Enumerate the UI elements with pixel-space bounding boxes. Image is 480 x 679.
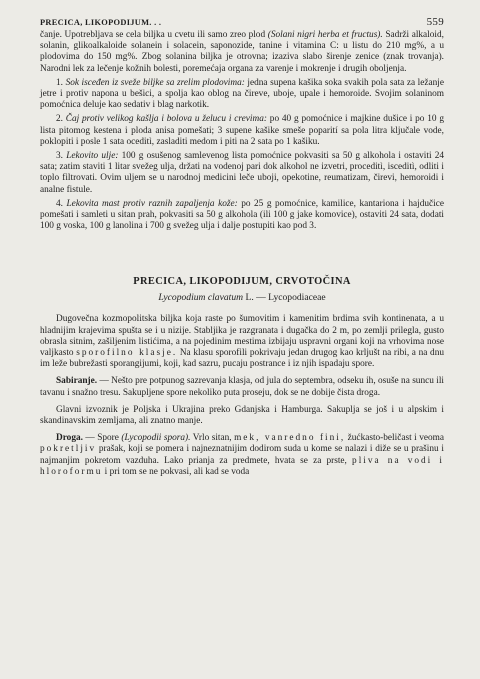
recipe-item: 4. Lekovita mast protiv raznih zapaljenja kože: po 25 g pomoćnice, kamilice, kantariona i hajdučice pomešati i samleti u sitan prah, pokvasiti sa 50 g alkohola (ili 100 g jake komovice), ostaviti 24 sata, dodati 100 g voska, 100 g lanolina i 700 g svežeg ulja i dalje postupiti kao pod 3. (40, 198, 444, 232)
running-title: PRECICA, LIKOPODIJUM. . . (40, 18, 162, 27)
intro-paragraph: čanje. Upotrebljava se cela biljka u cvetu ili samo zreo plod (Solani nigri herba et fructus). Sadrži alkaloid, solanin, glikoalkaloide solanein i solacein, saponozide, tanine i vitamina C: u listu do 210 mg%, a u plodovima do 150 mg%. Zbog solanina biljka je otrovna; izaziva slabo širenje zenice (znak trovanja). Narodni lek za lečenje kožnih bolesti, poremećaja organa za varenje i mokrenje i drugih oboljenja. (40, 30, 444, 74)
recipe-item: 1. Sok isceđen iz sveže biljke sa zrelim plodovima: jedna supena kašika soka svakih pola sata za ležanje jetre i protiv napona u bešici, a spolja kao oblog na čireve, uboje, upale i hemoroide. Svojim solaninom pomoćnica deluje kao sedativ i blag narkotik. (40, 77, 445, 111)
recipe-item: 2. Čaj protiv velikog kašlja i bolova u želucu i crevima: po 40 g pomoćnice i majkine dušice i po 10 g lista pitomog kestena i ploda anisa pomešati; 3 supene kašike smeše poparití sa pola litra ključale vode, poklopiti i posle 1 sata oceditì, zasladiti medom i piti na 2 sata po 1 kašiku. (40, 114, 445, 147)
drug-paragraph: Droga. — Spore (Lycopodii spora). Vrlo sitan, mek, vanredno fini, žućkasto-beličast i veoma pokretljiv prašak, koji se pomera i najneznatnijim dodirom suda u kome se nalazi i diže se u prašinu i najmanjim pokretom vazduha. Lako prianja za predmete, hvata se za prste, pliva na vodi i hloroformu i pri tom se ne pokvasi, ali kad se voda (40, 433, 444, 477)
section-subtitle: Lycopodium clavatum L. — Lycopodiaceae (158, 292, 326, 304)
page-number: 559 (426, 16, 444, 28)
exporters-paragraph: Glavni izvoznik je Poljska i Ukrajina preko Gdanjska i Hamburga. Sakuplja se još i u alpskim i skandinavskim zemljama, ali znatno manje. (40, 404, 444, 427)
description-paragraph: Dugovečna kozmopolitska biljka koja raste po šumovitim i kamenitim brdima svih kontinenata, a u hladnijim krajevima spušta se i u nizije. Stabljika je razgranata i dugačka do 2 m, po zemlji prilegla, gusto obrasla sitnim, zašiljenim listićima, a na pojedinim mestima izbijaju uspravni organi koji na vrhovima nose valjkasto sporofilno klasje. Na klasu sporofili pokrivaju jedan drugog kao krljušt na ribi, a na dnu im leže bubrežasti sporangijumi, koji, kad sazru, pucaju postrance i iz njih ispadaju spore. (40, 314, 445, 370)
harvest-paragraph: Sabiranje. — Nešto pre potpunog sazrevanja klasja, od jula do septembra, odseku ih, osuše na suncu ili tavanu i snažno tresu. Sakupljene spore nekoliko puta proseju, dok se ne dobije čista droga. (40, 376, 444, 398)
recipe-item: 3. Lekovito ulje: 100 g osušenog samlevenog lista pomoćnice pokvasiti sa 50 g alkohola i ostaviti 24 sata; zatim staviti 1 litar svežeg ulja, držati na vodenoj pari dok alkohol ne izvetri, proceditì, isceditì, odliti i toplo filtrovati. Ovim uljem se u narodnoj medicini leče uboji, opekotine, reumatizam, čirevi, hemoroidi i analne fistule. (40, 151, 445, 195)
section-title: PRECICA, LIKOPODIJUM, CRVOTOČINA (133, 276, 351, 288)
recipe-list (40, 78, 444, 233)
running-head (40, 16, 444, 30)
